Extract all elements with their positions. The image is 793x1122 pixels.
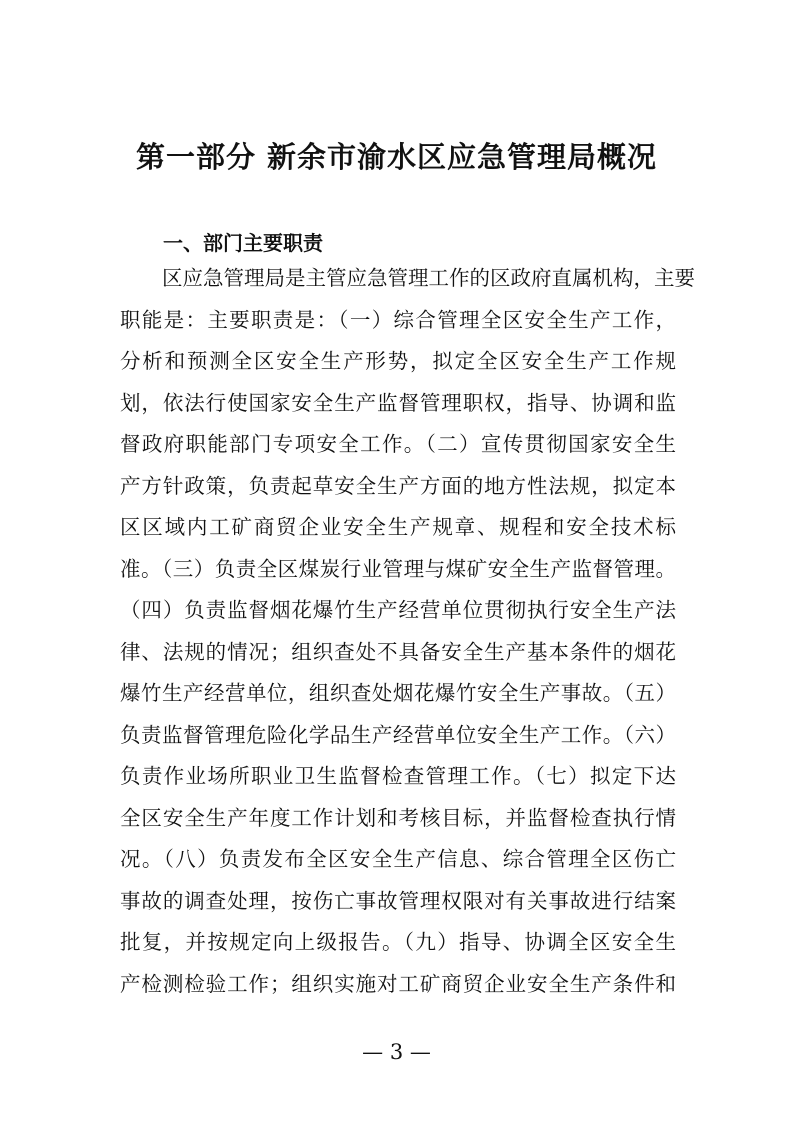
text-line: 分析和预测全区安全生产形势，拟定全区安全生产工作规 — [120, 349, 676, 373]
text-line: 产检测检验工作；组织实施对工矿商贸企业安全生产条件和 — [120, 971, 676, 996]
text-line: 区区域内工矿商贸企业安全生产规章、规程和安全技术标 — [120, 515, 676, 539]
page-number: — 3 — — [362, 1040, 431, 1064]
text-line: 产方针政策，负责起草安全生产方面的地方性法规，拟定本 — [120, 473, 676, 498]
text-line: 律、法规的情况；组织查处不具备安全生产基本条件的烟花 — [120, 639, 676, 664]
text-line: （四）负责监督烟花爆竹生产经营单位贯彻执行安全生产法 — [120, 598, 676, 622]
text-line: 全区安全生产年度工作计划和考核目标，并监督检查执行情 — [120, 805, 676, 830]
text-line: 负责监督管理危险化学品生产经营单位安全生产工作。（六） — [120, 722, 676, 747]
text-line: 督政府职能部门专项安全工作。（二）宣传贯彻国家安全生 — [120, 432, 676, 456]
text-line: 爆竹生产经营单位，组织查处烟花爆竹安全生产事故。（五） — [120, 681, 676, 705]
text-line: 况。（八）负责发布全区安全生产信息、综合管理全区伤亡 — [120, 847, 676, 871]
text-line: 批复，并按规定向上级报告。（九）指导、协调全区安全生 — [120, 930, 676, 954]
text-line: 准。（三）负责全区煤炭行业管理与煤矿安全生产监督管理。 — [120, 556, 676, 581]
section-heading: 一、部门主要职责 — [163, 231, 323, 255]
text-line: 划，依法行使国家安全生产监督管理职权，指导、协调和监 — [120, 390, 676, 415]
text-line: 区应急管理局是主管应急管理工作的区政府直属机构，主要 — [162, 266, 695, 290]
text-line: 事故的调查处理，按伤亡事故管理权限对有关事故进行结案 — [120, 888, 676, 913]
text-line: 职能是：主要职责是：（一）综合管理全区安全生产工作， — [120, 307, 676, 332]
page-title: 第一部分 新余市渝水区应急管理局概况 — [135, 140, 658, 174]
text-line: 负责作业场所职业卫生监督检查管理工作。（七）拟定下达 — [120, 764, 676, 788]
body-paragraph — [120, 258, 695, 1005]
